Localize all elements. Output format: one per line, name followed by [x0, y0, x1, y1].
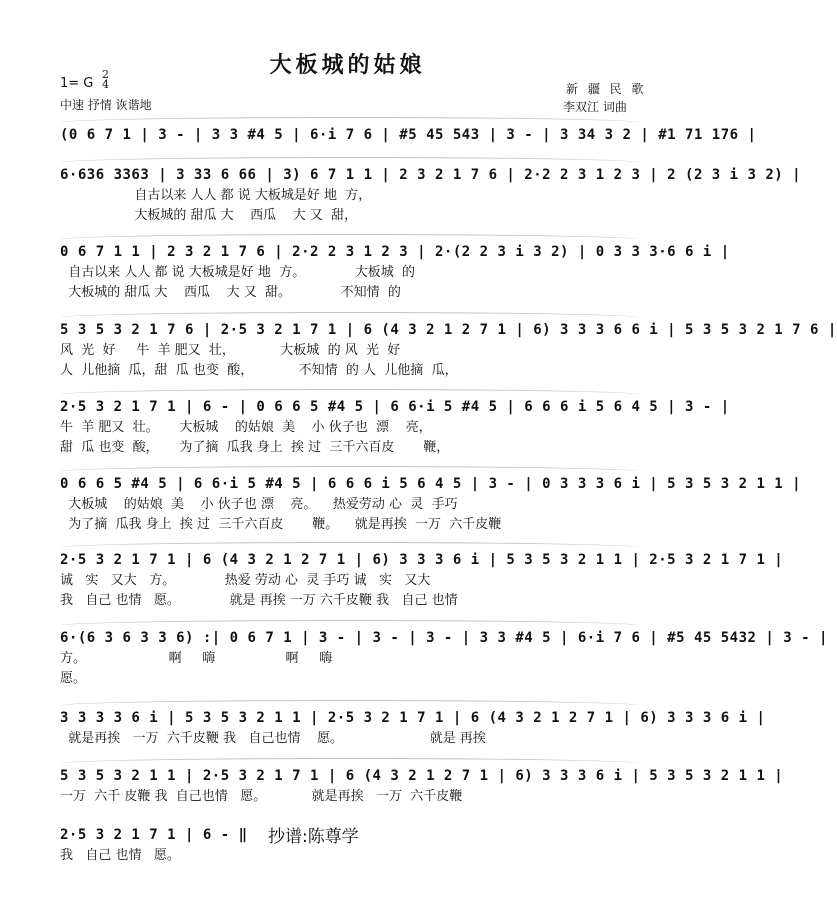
notation-line: 2·5 3 2 1 7 1 | 6 - | 0 6 6 5 #4 5 | 6 6·i 5 #4 5 | 6 6 6 i 5 6 4 5 | 3 - | [60, 399, 730, 415]
lyric-line: 方。 啊 嗨 啊 嗨 [60, 651, 333, 666]
lyric-line: 一万 六千 皮鞭 我 自己也情 愿。 就是再挨 一万 六千皮鞭 [60, 789, 463, 804]
slur-mark [60, 542, 640, 553]
slur-mark [60, 157, 640, 168]
notation-line: 6·(6 3 6 3 3 6) :| 0 6 7 1 | 3 - | 3 - | 3 - | 3 3 #4 5 | 6·i 7 6 | #5 45 5432 | 3 - | [60, 630, 828, 646]
copyist-credit: 抄谱:陈尊学 [268, 827, 359, 847]
key-signature: 1= G [60, 76, 94, 91]
score-system [60, 550, 784, 611]
slur-mark [60, 620, 640, 631]
lyric-line: 自古以来 人人 都 说 大板城是好 地 方， [60, 188, 372, 203]
tempo-marking: 中速 抒情 诙谐地 [60, 98, 152, 112]
lyric-line: 大板城的 甜瓜 大 西瓜 大 又 甜， [60, 208, 358, 223]
score-system [60, 474, 802, 535]
lyric-line: 我 自己 也情 愿。 就是 再挨 一万 六千皮鞭 我 自己 也情 [60, 593, 458, 608]
lyric-line: 人 儿他摘 瓜，甜 瓜 也变 酸， 不知情 的 人 儿他摘 瓜， [60, 363, 458, 378]
score-system [60, 397, 730, 458]
score-system [60, 320, 837, 381]
lyric-line: 甜 瓜 也变 酸， 为了摘 瓜我 身上 挨 过 三千六百皮 鞭， [60, 440, 450, 455]
score-system [60, 708, 766, 749]
score-system [60, 165, 802, 226]
lyricist-composer: 李双江 词曲 [563, 100, 627, 114]
lyric-line: 大板城 的姑娘 美 小 伙子也 漂 亮。 热爱劳动 心 灵 手巧 [60, 497, 458, 512]
lyric-line: 风 光 好 牛 羊 肥又 壮， 大板城 的 风 光 好 [60, 343, 401, 358]
notation-line: 0 6 6 5 #4 5 | 6 6·i 5 #4 5 | 6 6 6 i 5 6 4 5 | 3 - | 0 3 3 3 6 i | 5 3 5 3 2 1 1 | [60, 476, 802, 492]
notation-line: 2·5 3 2 1 7 1 | 6 - ‖ [60, 827, 248, 843]
lyric-line: 就是再挨 一万 六千皮鞭 我 自己也情 愿。 就是 再挨 [60, 731, 486, 746]
notation-line: 2·5 3 2 1 7 1 | 6 (4 3 2 1 2 7 1 | 6) 3 3 3 6 i | 5 3 5 3 2 1 1 | 2·5 3 2 1 7 1 | [60, 552, 784, 568]
slur-mark [60, 700, 640, 711]
lyric-line: 自古以来 人人 都 说 大板城是好 地 方。 大板城 的 [60, 265, 416, 280]
lyric-line: 我 自己 也情 愿。 [60, 848, 180, 863]
time-signature-top: 2 [102, 68, 109, 81]
song-title: 大板城的姑娘 [269, 53, 426, 78]
lyric-line: 牛 羊 肥又 壮。 大板城 的姑娘 美 小 伙子也 漂 亮， [60, 420, 432, 435]
score-system [60, 628, 828, 689]
slur-mark [60, 758, 640, 769]
song-origin: 新 疆 民 歌 [566, 82, 647, 96]
slur-mark [60, 389, 640, 400]
score-system [60, 825, 260, 866]
score-system [60, 242, 730, 303]
lyric-line: 大板城的 甜瓜 大 西瓜 大 又 甜。 不知情 的 [60, 285, 401, 300]
slur-mark [60, 117, 640, 128]
score-system [60, 125, 757, 146]
notation-line: 3 3 3 3 6 i | 5 3 5 3 2 1 1 | 2·5 3 2 1 7 1 | 6 (4 3 2 1 2 7 1 | 6) 3 3 3 6 i | [60, 710, 766, 726]
notation-line: (0 6 7 1 | 3 - | 3 3 #4 5 | 6·i 7 6 | #5 45 543 | 3 - | 3 34 3 2 | #1 71 176 | [60, 127, 757, 143]
notation-line: 5 3 5 3 2 1 1 | 2·5 3 2 1 7 1 | 6 (4 3 2 1 2 7 1 | 6) 3 3 3 6 i | 5 3 5 3 2 1 1 | [60, 768, 784, 784]
lyric-line: 为了摘 瓜我 身上 挨 过 三千六百皮 鞭。 就是再挨 一万 六千皮鞭 [60, 517, 502, 532]
notation-line: 6·636 3363 | 3 33 6 66 | 3) 6 7 1 1 | 2 3 2 1 7 6 | 2·2 2 3 1 2 3 | 2 (2 3 i 3 2) | [60, 167, 802, 183]
slur-mark [60, 312, 640, 323]
time-signature-bottom: 4 [102, 78, 109, 91]
score-system [60, 766, 784, 807]
slur-mark [60, 466, 640, 477]
time-signature [102, 70, 109, 90]
slur-mark [60, 234, 640, 245]
notation-line: 0 6 7 1 1 | 2 3 2 1 7 6 | 2·2 2 3 1 2 3 | 2·(2 2 3 i 3 2) | 0 3 3 3·6 6 i | [60, 244, 730, 260]
lyric-line: 诚 实 又大 方。 热爱 劳动 心 灵 手巧 诚 实 又大 [60, 573, 431, 588]
notation-line: 5 3 5 3 2 1 7 6 | 2·5 3 2 1 7 1 | 6 (4 3 2 1 2 7 1 | 6) 3 3 3 6 6 i | 5 3 5 3 2 1 7 6 | [60, 322, 837, 338]
lyric-line: 愿。 [60, 671, 87, 686]
